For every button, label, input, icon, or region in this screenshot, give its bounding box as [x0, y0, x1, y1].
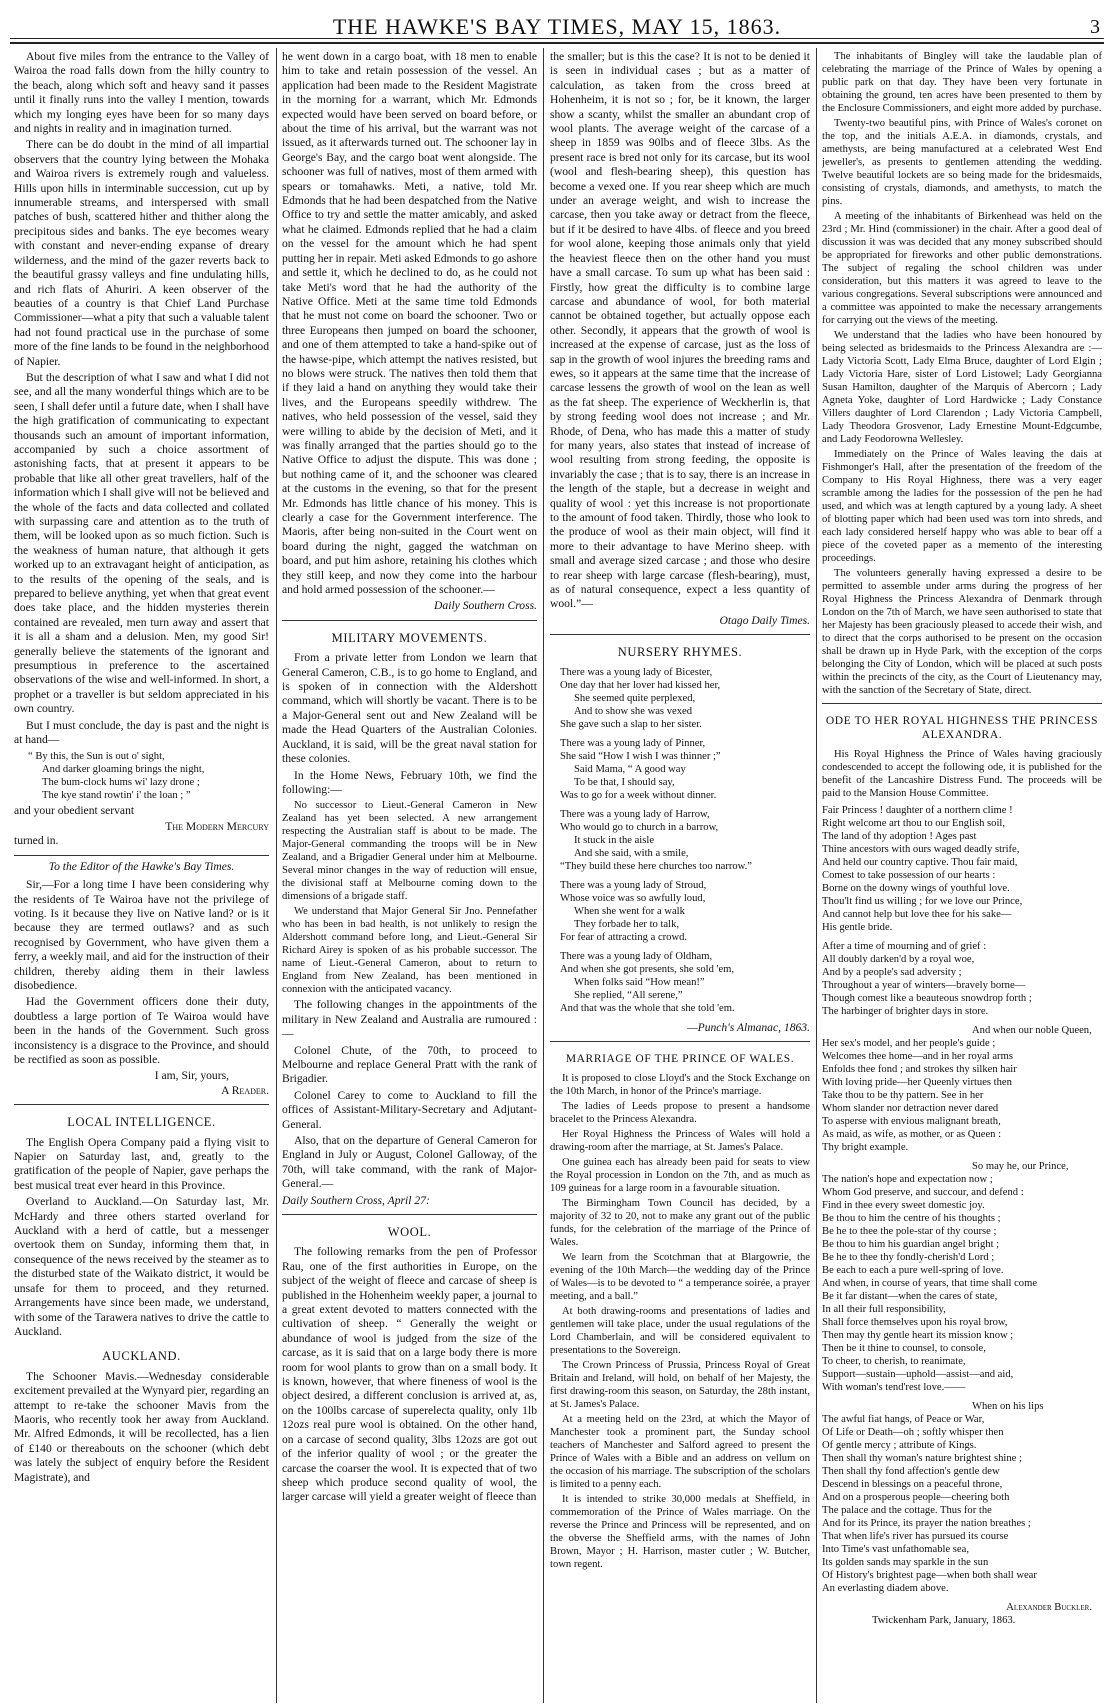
rhyme-stanza [560, 950, 810, 1015]
verse-line: Borne on the downy wings of youthful love. [822, 883, 1010, 894]
article-paragraph: From a private letter from London we learn that General Cameron, C.B., is to go home to England, and is spoken of in connection with the Aldershott command, which will shortly be vacant. There is to be a Major-General sent out and New Zealand will be made the Head Quarters of the Australian Colonies. Auckland, it is said, will be the great naval station for these colonies. [282, 651, 537, 766]
verse-line: She replied, “All serene,” [574, 989, 683, 1001]
verse-line: To asperse with envious malignant breath, [822, 1116, 1001, 1127]
letter-paragraph: Had the Government officers done their duty, doubtless a large portion of Te Wairoa would have been in the hands of the Government. Such gross inconsistency is a disgrace to the Province, and should be rectified as soon as possible. [14, 995, 269, 1066]
news-item: We learn from the Scotchman that at Blargowrie, the evening of the 10th March—the wedding day of the Prince of Wales—is to be devoted to “ a temperance soirée, a prayer meeting, and a ball.” [550, 1252, 810, 1303]
verse-line: The harbinger of brighter days in store. [822, 1006, 989, 1017]
article-paragraph: the smaller; but is this the case? It is not to be denied it is seen in individual cases ; but as a matter of calculation, as taken from the cross breed at Hohenheim, it is not so ; for, be it known, the larger show a scanty, whilst the smaller an abundant crop of wool plants. The average weight of the carcase of a sheep in 1859 was 90lbs and of fleece 3lbs. As the present race is bred not only for its carcase, but its wool (wool and flesh-bearing sheep), this question has become a vexed one. If you rear sheep which are much under an average weight, and wish to increase the carcase, then you take away or detract from the fleece, but if it be desired to have 4lbs. of fleece and you breed for wool alone, keeping those animals only that yield the heaviest fleece then on the other hand you must have a small carcase. To sum up what has been said : Firstly, how great the difficulty is to combine large carcase and abundance of wool, for both material cannot be obtained together, but actually oppose each other. Secondly, it appears that the growth of wool is increased at the expense of carcase, just as the loss of sap in the growth of wool injures the breeding rams and ewes, so it appears at the same time that the increase of carcase lessens the growth of wool on the lean as well as the fat sheep. The experience of Weckherlin is, that by strong feeding wool does not increase ; and Mr. Rhode, of Dena, who has made this a matter of study for many years, also states that instead of increase of wool resulting from strong feeding, the opposite is invariably the case ; that is to say, there is an increase in the length of the staple, but a decrease in weight and quality of wool : yet this increase is not proportionate to the amount of food taken. Thirdly, those who look to the produce of wool as their main object, will find it more to their advantage to have Merino sheep. with small and average sized carcase ; and those who desire to rear sheep with large carcase (flesh-bearing), must, as of natural consequence, expect a less quantity of wool.”— [550, 50, 810, 611]
source-credit: Otago Daily Times. [719, 613, 810, 627]
verse-line: Be thou to him his guardian angel bright ; [822, 1239, 1000, 1250]
article-paragraph: In the Home News, February 10th, we find the following:— [282, 768, 537, 796]
verse-line: Then shall thy woman's nature brightest shine ; [822, 1453, 1022, 1464]
signature: The Modern Mercury [165, 819, 269, 833]
masthead-rule-thick [10, 42, 1104, 44]
section-rule [550, 1041, 810, 1042]
poem-author: Alexander Buckler. [1006, 1602, 1092, 1613]
rhyme-list [550, 666, 810, 1015]
quoted-verse [14, 750, 269, 802]
article-paragraph: and your obedient servant [14, 803, 135, 817]
column-divider [816, 48, 817, 1703]
verse-line: So may he, our Prince, [972, 1161, 1069, 1172]
poem-stanza [822, 1160, 1102, 1394]
news-item: Immediately on the Prince of Wales leaving the dais at Fishmonger's Hall, after the presentation of the freedom of the Company to His Royal Highness, there was a very eager scramble among the ladies for the possession of the pen he had used, and which was at length captured by a young lady. A sheet of blotting paper which had been used was torn into shreds, and each lady considered herself happy who was able to bear off a piece of the coveted paper as a memento of the interesting proceedings. [822, 449, 1102, 564]
verse-line: Thou'lt find us willing ; for we love our Prince, [822, 896, 1023, 907]
article-paragraph: Colonel Chute, of the 70th, to proceed to Melbourne and replace General Pratt with the rank of Brigadier. [282, 1043, 537, 1086]
verse-line: After a time of mourning and of grief : [822, 941, 987, 952]
article-paragraph: The following changes in the appointments of the military in New Zealand and Australia are rumoured :— [282, 998, 537, 1041]
quoted-paragraph: No successor to Lieut.-General Cameron in New Zealand has yet been selected. A new arrangement respecting the Australian staff is about to be made. The Major-General commanding the troops will be in New Zealand, and a Brigadier General under him at Melbourne. Several minor changes in the way of reduction will ensue, the divisional staff at Melbourne coming down to the dimensions of a brigade staff. [282, 800, 537, 903]
source-credit: Daily Southern Cross, April 27: [282, 1193, 430, 1207]
verse-line: Whom slander nor detraction never dared [822, 1103, 999, 1114]
news-item: We understand that the ladies who have been honoured by being selected as bridesmaids to the Princess Alexandra are :—Lady Victoria Scott, Lady Elma Bruce, daughter of Lord Elgin ; Lady Victoria Hare, sister of Lord Listowel; Lady Georgianna Susan Hamilton, daughter of the Marquis of Abercorn ; Lady Agneta Yoke, daughter of Lord Hardwicke ; Lady Constance Villers daughter of Lord Clarendon ; Lady Victoria Campbell, Lady Theodora Grosvenor, Lady Ernestine Mount-Edgcumbe, and Lady Feodorowna Wellesley. [822, 330, 1102, 445]
poem-stanza [822, 1024, 1102, 1154]
verse-line: Was to go for a week without dinner. [560, 789, 717, 801]
verse-line: And cannot help but love thee for his sake— [822, 909, 1012, 920]
verse-line: Shall force themselves upon his royal brow, [822, 1317, 1008, 1328]
section-heading: MILITARY MOVEMENTS. [331, 630, 488, 645]
article-paragraph: Overland to Auckland.—On Saturday last, Mr. McHardy and three others started overland for Auckland with a herd of cattle, but a messenger overtook them on Sunday, informing them that, in consequence of the news received by the steamer as to the disturbed state of the Waikato district, it would be unsafe for them to proceed, and they returned. Arrangements have since been made, we understand, with some of the Tarawera natives to drive the cattle to Auckland. [14, 1195, 269, 1338]
verse-line: There was a young lady of Oldham, [560, 950, 713, 962]
verse-line: With loving pride—her Queenly virtues then [822, 1077, 1012, 1088]
article-paragraph: But I must conclude, the day is past and the night is at hand— [14, 718, 269, 747]
section-rule [282, 620, 537, 621]
verse-line: Of History's brightest page—when both shall wear [822, 1570, 1037, 1581]
masthead-rule [10, 38, 1104, 39]
news-item: One guinea each has already been paid for seats to view the Royal procession in London on the 7th, and as much as 109 guineas for a large room in a favourable situation. [550, 1157, 810, 1195]
verse-line: The nation's hope and expectation now ; [822, 1174, 993, 1185]
rhyme-stanza [560, 666, 810, 731]
ode-poem [822, 804, 1102, 1595]
verse-line: And to show she was vexed [574, 705, 692, 717]
verse-line: An everlasting diadem above. [822, 1583, 949, 1594]
news-item: Twenty-two beautiful pins, with Prince of Wales's coronet on the top, and the initials A.E.A. in diamonds, crystals, and amethysts, are being manufactured at a celebrated West End jeweller's, as presents to gentlemen attending the wedding. Twelve beautiful lockets are so being made for the bridesmaids, consisting of crystals, diamonds, and amethysts, to match the pins. [822, 118, 1102, 207]
verse-line: Of Life or Death—oh ; softly whisper then [822, 1427, 1004, 1438]
news-item: At a meeting held on the 23rd, at which the Mayor of Manchester took a prominent part, the Sunday school teachers of Manchester and Salford agreed to present the Prince of Wales with a Bible and an address on vellum on the occasion of his marriage. The subscription of the scholars is limited to a penny each. [550, 1414, 810, 1491]
verse-line: There was a young lady of Stroud, [560, 879, 707, 891]
verse-line: To be that, I should say, [574, 776, 675, 788]
verse-line: The kye stand rowtin' i' the loan ; ” [42, 789, 191, 801]
article-paragraph: The following remarks from the pen of Professor Rau, one of the first authorities in Europe, on the subject of the weight of fleece and carcase of sheep is published in the Hohenheim weekly paper, a journal to a great extent devoted to matters connected with the cultivation of sheep. “ Generally the weight or abundance of wool is judged from the size of the carcase, as it is said that on a large body there is more room for wool plants to grow than on a small body. It is known, however, that where fineness of wool is the object desired, a different conclusion is arrived at, as, on the 100lbs carcase of superelecta quality, only 1lb 12ozs real pure wool is obtained. On the other hand, on a carcase of second quality, 3lbs 12ozs are got out of the inferior quality of wool ; or the greater the carcase the coarser the wool. It is expected that of two sheep which produce second quality of wool, the larger carcase will yield a greater weight of fleece than [282, 1245, 537, 1504]
news-item: At both drawing-rooms and presentations of ladies and gentlemen will take place, under the usual regulations of the Lord Chamberlain, and will be considered equivalent to presentations to the Sovereign. [550, 1306, 810, 1357]
section-rule [550, 634, 810, 635]
verse-line: As maid, as wife, as mother, or as Queen : [822, 1129, 1002, 1140]
verse-line: And she said, with a smile, [574, 847, 689, 859]
article-paragraph: Also, that on the departure of General Cameron for England in July or August, Colonel Galloway, of the 70th, will take command, with the rank of Major-General.— [282, 1133, 537, 1191]
verse-line: There was a young lady of Harrow, [560, 808, 710, 820]
verse-line: Support—sustain—uphold—assist—and aid, [822, 1369, 1014, 1380]
section-rule [14, 855, 269, 856]
masthead [0, 0, 1114, 46]
verse-line: Thy bright example. [822, 1142, 909, 1153]
verse-line: The land of thy adoption ! Ages past [822, 831, 977, 842]
verse-line: Throughout a year of winters—bravely borne— [822, 980, 1026, 991]
verse-line: She said “How I wish I was thinner ;” [560, 750, 721, 762]
verse-line: She seemed quite perplexed, [574, 692, 696, 704]
section-heading: AUCKLAND. [102, 1349, 181, 1364]
section-heading: ODE TO HER ROYAL HIGHNESS THE PRINCESS ALEXANDRA. [825, 715, 1099, 741]
column-divider [276, 48, 277, 1703]
verse-line: It stuck in the aisle [574, 834, 655, 846]
verse-line: Then shall thy fond affection's gentle dew [822, 1466, 1000, 1477]
article-paragraph: he went down in a cargo boat, with 18 men to enable him to take and retain possession of the vessel. An application had been made to the Resident Magistrate in the morning for a warrant, which Mr. Edmonds expected would have been served on board before, or about the time of his arrival, but the warrant was not issued, as it afterwards turned out. The schooner lay in George's Bay, and the cargo boat went alongside. The schooner was full of natives, most of them armed with spears or tomahawks. Meti, a native, told Mr. Edmonds that he had been despatched from the Native Office to try and settle the matter amicably, and asked what he claimed. Edmonds replied that he had a claim on the vessel for the amount which he had spent putting her in repair. Meti asked Edmonds to go ashore and settle it, which he declined to do, as he could not take Meti's word that he had the authority of the Native Office. Meti at the same time told Edmonds that he must not come on board the schooner. Two or three Europeans then jumped on board the schooner, and one of them attempted to take a hand-spike out of the hawse-pipe, which attempt the natives resisted, but no blows were struck. The natives then told them that if they laid a hand on anything they would take their lives, and the Europeans speedily withdrew. The natives, who held possession of the vessel, said they were willing to abide by the decision of Meti, and it was finally arranged that the parties should go to the Native Office to adjust the dispute. This was done ; but nothing came of it, and the schooner was cleared at the customs in the evening, so that for the present Mr. Edmonds has little chance of his money. This is clearly a case for the Government interference. The Maoris, after being non-suited in the Court went on board during the night, gagged the watchman on board, and put him ashore, retaining his clothes which they still keep, and now they come into the harbour and hold armed possession of the schooner.— [282, 50, 537, 597]
rhyme-stanza [560, 879, 810, 944]
quoted-paragraph: We understand that Major General Sir Jno. Pennefather who has been in bad health, is not unlikely to resign the Aldershott command before long, and Lieut.-General Sir Richard Airey is spoken of as his probable successor. The name of Lieut.-General Cameron, about to return to England from New Zealand, has been mentioned in connexion with the anticipated vacancy. [282, 906, 537, 996]
news-item: It is intended to strike 30,000 medals at Sheffield, in commemoration of the Prince of Wales marriage. On the reverse the Prince and Princess will be represented, and on the obverse the Sheffield arms, with the names of John Brown, Mayor ; H. Harrison, master cutler ; W. Butcher, town regent. [550, 1494, 810, 1571]
article-paragraph: Colonel Carey to come to Auckland to fill the offices of Assistant-Military-Secretary and Adjutant-General. [282, 1088, 537, 1131]
verse-line: For fear of attracting a crowd. [560, 931, 688, 943]
verse-line: And by a people's sad adversity ; [822, 967, 962, 978]
verse-line: The bum-clock hums wi' lazy drone ; [42, 776, 200, 788]
verse-line: The palace and the cottage. Thus for the [822, 1505, 992, 1516]
verse-line: And that was the whole that she told 'em. [560, 1002, 735, 1014]
verse-line: When on his lips [972, 1401, 1044, 1412]
verse-line: Find in thee every sweet domestic joy. [822, 1200, 985, 1211]
page-number: 3 [1090, 16, 1100, 38]
verse-line: Be he to thee the pole-star of thy course ; [822, 1226, 997, 1237]
verse-line: With woman's tend'rest love.—— [822, 1382, 966, 1393]
verse-line: “ By this, the Sun is out o' sight, [28, 750, 165, 762]
rhyme-stanza [560, 737, 810, 802]
signature: A Reader. [221, 1083, 269, 1097]
news-item: The inhabitants of Bingley will take the laudable plan of celebrating the marriage of the Prince of Wales by opening a public park on that day. They have been very fortunate in obtaining the ground, ten acres have been presented to them by the Enclosure Commissioners, and eight more added by purchase. [822, 51, 1102, 114]
verse-line: Its golden sands may sparkle in the sun [822, 1557, 989, 1568]
verse-line: Of gentle mercy ; attribute of Kings. [822, 1440, 977, 1451]
news-item: Her Royal Highness the Princess of Wales will hold a drawing-room after the marriage, at St. James's Palace. [550, 1129, 810, 1154]
verse-line: And when she got presents, she sold 'em, [560, 963, 735, 975]
news-item: The Crown Princess of Prussia, Princess Royal of Great Britain and Ireland, will hold, on behalf of her Majesty, the first drawing-room this season, on Saturday, the 28th instant, at St. James's Palace. [550, 1360, 810, 1411]
verse-line: One day that her lover had kissed her, [560, 679, 721, 691]
verse-line: Enfolds thee fond ; and strokes thy silken hair [822, 1064, 1017, 1075]
verse-line: Then may thy gentle heart its mission know ; [822, 1330, 1014, 1341]
section-rule [822, 703, 1102, 704]
verse-line: And on a prosperous people—cheering both [822, 1492, 1010, 1503]
article-paragraph: But the description of what I saw and what I did not see, and all the many wonderful things which are to be seen, I shall defer until a future date, when I shall have the high gratification of communicating to expectant thousands such an amount of important information, accompanied by such a choice assortment of astonishing facts, that at present it appears to be probable that like all other great travellers, half of the information which I shall give will not be believed and the whole of the facts and data collected and collated with surpassing care and attention as to the truth of them, will be looked upon as so much fiction. Such is the weakness of human nature, that although it gets worked up to an extravagant height of anticipation, as to the results of the opening of the seals, and is prepared to believe anything, yet when that great event does take place, and the hidden mysteries therein contained are revealed, men turn away and assert that it is all a sham and a delusion. Men, my good Sir! generally believe the statements of the ignorant and presumptious in preference to the ascertained observations of the wise and well-informed. In short, a prophet or a traveller is but seldom appreciated in his own country. [14, 370, 269, 716]
news-item: The Birmingham Town Council has decided, by a majority of 32 to 20, not to make any grant out of the public funds, for the celebration of the marriage of the Prince of Wales. [550, 1198, 810, 1249]
verse-line: Whose voice was so awfully loud, [560, 892, 706, 904]
verse-line: Though comest like a beauteous snowdrop forth ; [822, 993, 1032, 1004]
verse-line: And when our noble Queen, [972, 1025, 1092, 1036]
verse-line: And when, in course of years, that time shall come [822, 1278, 1038, 1289]
article-paragraph: About five miles from the entrance to the Valley of Wairoa the road falls down from the hilly country to the beach, along which soft and heavy sand it passes until it finally runs into the valley I mention, towards which my longing eyes have been for so many days and nights in reality and in imagination turned. [14, 50, 269, 136]
verse-line: Comest to take possession of our hearts : [822, 870, 996, 881]
article-paragraph: The Schooner Mavis.—Wednesday considerable excitement prevailed at the Wynyard pier, regarding an attempt to re-take the schooner Mavis from the Maoris, who recently took her away from Auckland. Mr. Alfred Edmonds, it will be recollected, has a lien of £140 or thereabouts on the schooner (which debt was lately the subject of enquiry before the Resident Magistrate), and [14, 1369, 269, 1484]
verse-line: Be thou to him the centre of his thoughts ; [822, 1213, 1001, 1224]
verse-line: Be it far distant—when the cares of state, [822, 1291, 998, 1302]
verse-line: That when life's river has pursued its course [822, 1531, 1009, 1542]
verse-line: Thine ancestors with ours waged deadly strife, [822, 844, 1020, 855]
rhyme-stanza [560, 808, 810, 873]
verse-line: There was a young lady of Pinner, [560, 737, 706, 749]
article-paragraph: The English Opera Company paid a flying visit to Napier on Saturday last, and, greatly to the gratification of the people of Napier, gave perhaps the best musical treat ever heard in this Province. [14, 1135, 269, 1192]
source-credit: —Punch's Almanac, 1863. [687, 1020, 810, 1034]
news-item: The volunteers generally having expressed a desire to be permitted to assemble under arms during the progress of her Royal Highness the Princess Alexandra of Denmark through London on the 7th of March, we have seen authorised to state that her Majesty has been graciously pleased to accede their wish, and to direct that the corps authorised to be present on the occasion shall be drawn up in Hyde Park, with the exception of the corps belonging the City of London, which will be placed at such posts within the precincts of the city, as the Court of Lieutenancy may, with the sanction of the Secretary of State, direct. [822, 568, 1102, 696]
column-divider [543, 48, 544, 1703]
poem-stanza [822, 804, 1102, 934]
verse-line: The awful fiat hangs, of Peace or War, [822, 1414, 985, 1425]
verse-line: Descend in blessings on a peaceful throne, [822, 1479, 1003, 1490]
section-heading: MARRIAGE OF THE PRINCE OF WALES. [565, 1053, 795, 1066]
verse-line: Said Mama, “ A good way [574, 763, 686, 775]
verse-line: Then be it thine to counsel, to console, [822, 1343, 986, 1354]
column-4 [822, 50, 1102, 1700]
verse-line: Fair Princess ! daughter of a northern clime ! [822, 805, 1013, 816]
section-heading: LOCAL INTELLIGENCE. [67, 1115, 216, 1130]
verse-line: Right welcome art thou to our English soil, [822, 818, 1006, 829]
letter-close: I am, Sir, yours, [154, 1069, 229, 1083]
verse-line: When folks said “How mean!” [574, 976, 705, 988]
letter-paragraph: Sir,—For a long time I have been considering why the residents of Te Wairoa have not the privilege of voting. Is it because they live on Native land? or is it because they are termed outlaws? and as such recognised by Government, who have given them a ferry, a weekly mail, and aid for the instruction of their children, thereby aiding them in their lawless disobedience. [14, 878, 269, 992]
verse-line: To cheer, to cherish, to reanimate, [822, 1356, 966, 1367]
verse-line: Take thou to be thy pattern. See in her [822, 1090, 984, 1101]
poem-stanza [822, 1400, 1102, 1595]
verse-line: There was a young lady of Bicester, [560, 666, 713, 678]
column-2 [282, 50, 537, 1700]
verse-line: And for its Prince, its prayer the nation breathes ; [822, 1518, 1031, 1529]
ode-introduction: His Royal Highness the Prince of Wales having graciously condescended to accept the following ode, it is published for the benefit of the Lancashire Distress Fund. The proceeds will be paid to the Mansion House Committee. [822, 749, 1102, 799]
section-rule [282, 1214, 537, 1215]
verse-line: She gave such a slap to her sister. [560, 718, 702, 730]
section-heading: WOOL. [387, 1225, 432, 1239]
verse-line: When she went for a walk [574, 905, 685, 917]
verse-line: And held our country captive. Thou fair maid, [822, 857, 1018, 868]
column-1 [14, 50, 269, 1700]
verse-line: In all their full responsibility, [822, 1304, 946, 1315]
verse-line: Who would go to church in a barrow, [560, 821, 719, 833]
column-3 [550, 50, 810, 1700]
newspaper-title: THE HAWKE'S BAY TIMES, MAY 15, 1863. [332, 14, 782, 39]
article-paragraph: turned in. [14, 834, 59, 848]
news-item: The ladies of Leeds propose to present a handsome bracelet to the Princess Alexandra. [550, 1101, 810, 1126]
verse-line: “They build these here churches too narrow.” [560, 860, 752, 872]
poem-stanza [822, 940, 1102, 1018]
section-rule [14, 1104, 269, 1105]
verse-line: Whom God preserve, and succour, and defend : [822, 1187, 1024, 1198]
verse-line: All doubly darken'd by a royal woe, [822, 954, 975, 965]
verse-line: Be each to each a pure well-spring of love. [822, 1265, 1004, 1276]
verse-line: And darker gloaming brings the night, [42, 763, 205, 775]
source-credit: Daily Southern Cross. [434, 599, 537, 613]
verse-line: Welcomes thee home—and in her royal arms [822, 1051, 1013, 1062]
news-item: It is proposed to close Lloyd's and the Stock Exchange on the 10th March, in honor of the Prince's marriage. [550, 1073, 810, 1098]
verse-line: They forbade her to talk, [574, 918, 680, 930]
verse-line: Be he to thee thy fondly-cherish'd Lord ; [822, 1252, 995, 1263]
section-heading: NURSERY RHYMES. [617, 645, 743, 660]
poem-place-date: Twickenham Park, January, 1863. [872, 1615, 1016, 1626]
news-item: A meeting of the inhabitants of Birkenhead was held on the 23rd ; Mr. Hind (commissioner) in the chair. After a good deal of discussion it was was decided that any money subscribed should be appropriated for fireworks and other public demonstrations. The subject of regaling the school children was under consideration, but this matters it was agreed to leave to the various congregations. Several subscriptions were announced and a committee was appointed to make the necessary arrangements for carrying out the views of the meeting. [822, 211, 1102, 326]
letter-heading: To the Editor of the Hawke's Bay Times. [48, 859, 235, 873]
article-paragraph: There can be do doubt in the mind of all impartial observers that the country lying between the Mohaka and Wairoa rivers is extremely rough and valueless. Hills upon hills in interminable succession, cut up by innumerable streams, and interspersed with small patches of bush, scattered hither and thither along the precipitous sides and banks. The eye becomes weary with constant and never-ending expanse of dreary wilderness, and the mind of the gazer reverts back to the beautiful grassy valleys and fine undulating hills, and rich flats of Ahuriri. A keen observer of the beauties of a country is that Chief Land Purchase Commissioner—what a pity that such a valuable talent had not found practical use in the purchase of some more of the fine lands to be found in the neighborhood of Napier. [14, 138, 269, 368]
verse-line: Into Time's vast unfathomable sea, [822, 1544, 969, 1555]
verse-line: His gentle bride. [822, 922, 893, 933]
verse-line: Her sex's model, and her people's guide ; [822, 1038, 996, 1049]
